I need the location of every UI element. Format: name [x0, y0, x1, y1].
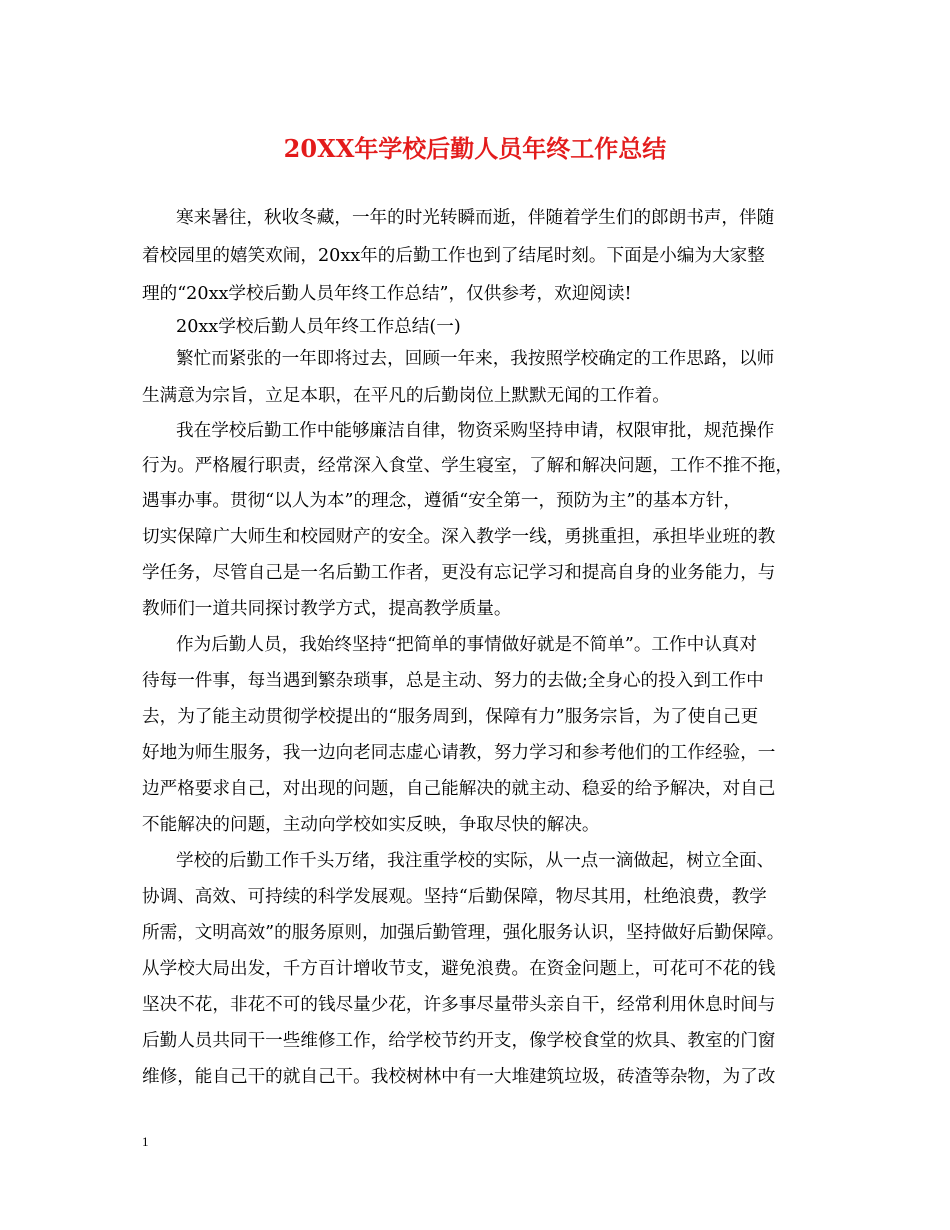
body-line: 所需，文明高效”的服务原则，加强后勤管理，强化服务认识，坚持做好后勤保障。: [142, 923, 785, 943]
body-line: 生满意为宗旨，立足本职，在平凡的后勤岗位上默默无闻的工作着。: [142, 386, 670, 406]
body-line: 从学校大局出发，千方百计增收节支，避免浪费。在资金问题上，可花可不花的钱: [142, 959, 776, 979]
body-line: 作为后勤人员，我始终坚持“把简单的事情做好就是不简单”。工作中认真对: [176, 635, 757, 655]
document-title: 20XX年学校后勤人员年终工作总结: [283, 134, 667, 163]
body-line: 遇事办事。贯彻“以人为本”的理念，遵循“安全第一，预防为主”的基本方针，: [142, 491, 741, 511]
body-line: 着校园里的嬉笑欢闹，20xx年的后勤工作也到了结尾时刻。下面是小编为大家整: [142, 246, 765, 266]
body-line: 维修，能自己干的就自己干。我校树林中有一大堆建筑垃圾，砖渣等杂物，为了改: [142, 1067, 776, 1087]
body-line: 坚决不花，非花不可的钱尽量少花，许多事尽量带头亲自干，经常利用休息时间与: [142, 995, 776, 1015]
body-line: 学任务，尽管自己是一名后勤工作者，更没有忘记学习和提高自身的业务能力，与: [142, 563, 776, 583]
body-line: 学校的后勤工作千头万绪，我注重学校的实际，从一点一滴做起，树立全面、: [176, 851, 775, 871]
body-line: 切实保障广大师生和校园财产的安全。深入教学一线，勇挑重担，承担毕业班的教: [142, 527, 776, 547]
body-line: 去，为了能主动贯彻学校提出的“服务周到，保障有力”服务宗旨，为了使自己更: [142, 707, 759, 727]
body-line: 繁忙而紧张的一年即将过去，回顾一年来，我按照学校确定的工作思路，以师: [176, 349, 775, 369]
body-line: 协调、高效、可持续的科学发展观。坚持“后勤保障，物尽其用，杜绝浪费，教学: [142, 887, 767, 907]
body-line: 我在学校后勤工作中能够廉洁自律，物资采购坚持申请，权限审批，规范操作: [176, 421, 775, 441]
body-line: 寒来暑往，秋收冬藏，一年的时光转瞬而逝，伴随着学生们的郎朗书声，伴随: [176, 208, 775, 228]
body-line: 后勤人员共同干一些维修工作，给学校节约开支，像学校食堂的炊具、教室的门窗: [142, 1031, 776, 1051]
section-heading: 20xx学校后勤人员年终工作总结(一): [176, 317, 461, 337]
body-line: 不能解决的问题，主动向学校如实反映，争取尽快的解决。: [142, 815, 600, 835]
page-number: 1: [142, 1134, 149, 1149]
body-line: 边严格要求自己，对出现的问题，自己能解决的就主动、稳妥的给予解决，对自己: [142, 779, 776, 799]
body-line: 待每一件事，每当遇到繁杂琐事，总是主动、努力的去做;全身心的投入到工作中: [142, 671, 764, 691]
body-line: 理的“20xx学校后勤人员年终工作总结”，仅供参考，欢迎阅读!: [142, 284, 632, 304]
body-line: 好地为师生服务，我一边向老同志虚心请教，努力学习和参考他们的工作经验，一: [142, 743, 776, 763]
body-line: 行为。严格履行职责，经常深入食堂、学生寝室，了解和解决问题，工作不推不拖，: [142, 456, 793, 476]
body-line: 教师们一道共同探讨教学方式，提高教学质量。: [142, 599, 512, 619]
